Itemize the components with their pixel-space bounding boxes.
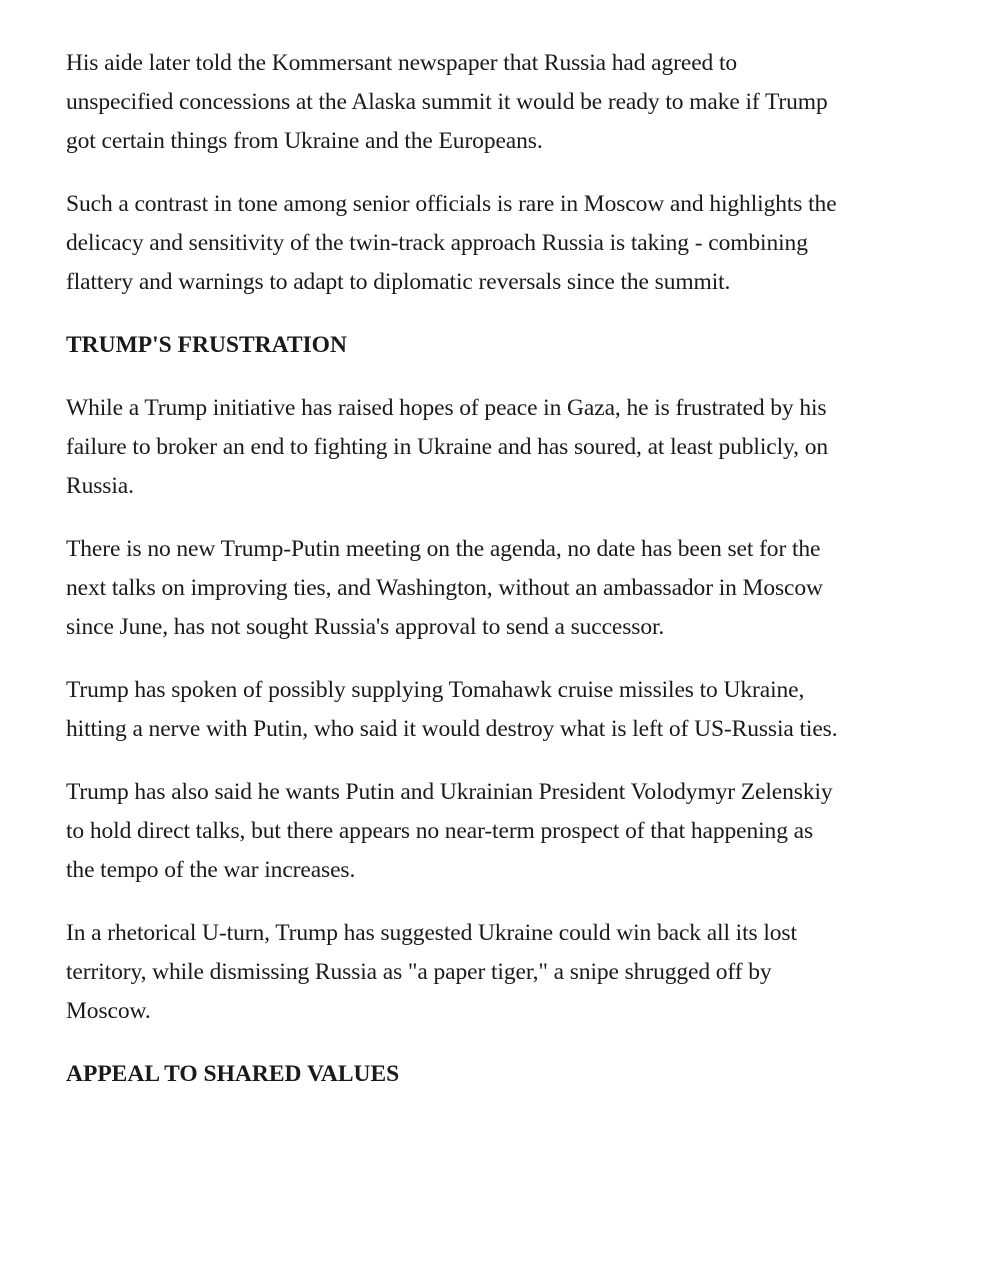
- paragraph-line: Russia.: [66, 473, 134, 499]
- paragraph-line: In a rhetorical U-turn, Trump has suggested Ukraine could win back all its lost: [66, 920, 797, 946]
- paragraph-direct-talks: [66, 773, 936, 890]
- paragraph-line: Trump has spoken of possibly supplying Tomahawk cruise missiles to Ukraine,: [66, 677, 805, 703]
- paragraph-line: the tempo of the war increases.: [66, 857, 356, 883]
- paragraph-line: delicacy and sensitivity of the twin-track approach Russia is taking - combining: [66, 230, 808, 256]
- paragraph-line: Such a contrast in tone among senior officials is rare in Moscow and highlights the: [66, 191, 837, 217]
- paragraph-line: flattery and warnings to adapt to diplomatic reversals since the summit.: [66, 269, 731, 295]
- section-heading-appeal-to-shared-values: APPEAL TO SHARED VALUES: [66, 1061, 400, 1087]
- paragraph-no-new-meeting: [66, 530, 936, 647]
- paragraph-line: hitting a nerve with Putin, who said it would destroy what is left of US-Russia ties.: [66, 716, 838, 742]
- section-heading-trumps-frustration: TRUMP'S FRUSTRATION: [66, 332, 347, 358]
- paragraph-gaza-initiative: [66, 389, 936, 506]
- paragraph-line: got certain things from Ukraine and the Europeans.: [66, 128, 543, 154]
- paragraph-contrast-in-tone: [66, 185, 936, 302]
- paragraph-tomahawk-missiles: [66, 671, 936, 749]
- paragraph-aide-kommersant: [66, 44, 936, 161]
- paragraph-line: While a Trump initiative has raised hopes of peace in Gaza, he is frustrated by his: [66, 395, 827, 421]
- paragraph-line: unspecified concessions at the Alaska summit it would be ready to make if Trump: [66, 89, 828, 115]
- paragraph-line: There is no new Trump-Putin meeting on the agenda, no date has been set for the: [66, 536, 821, 562]
- article-body: [66, 44, 936, 1118]
- paragraph-line: failure to broker an end to fighting in Ukraine and has soured, at least publicly, on: [66, 434, 828, 460]
- paragraph-line: next talks on improving ties, and Washington, without an ambassador in Moscow: [66, 575, 823, 601]
- paragraph-line: since June, has not sought Russia's approval to send a successor.: [66, 614, 665, 640]
- paragraph-line: to hold direct talks, but there appears no near-term prospect of that happening as: [66, 818, 813, 844]
- paragraph-rhetorical-u-turn: [66, 914, 936, 1031]
- paragraph-line: territory, while dismissing Russia as "a paper tiger," a snipe shrugged off by: [66, 959, 772, 985]
- paragraph-line: Moscow.: [66, 998, 151, 1024]
- paragraph-line: Trump has also said he wants Putin and Ukrainian President Volodymyr Zelenskiy: [66, 779, 833, 805]
- paragraph-line: His aide later told the Kommersant newspaper that Russia had agreed to: [66, 50, 738, 76]
